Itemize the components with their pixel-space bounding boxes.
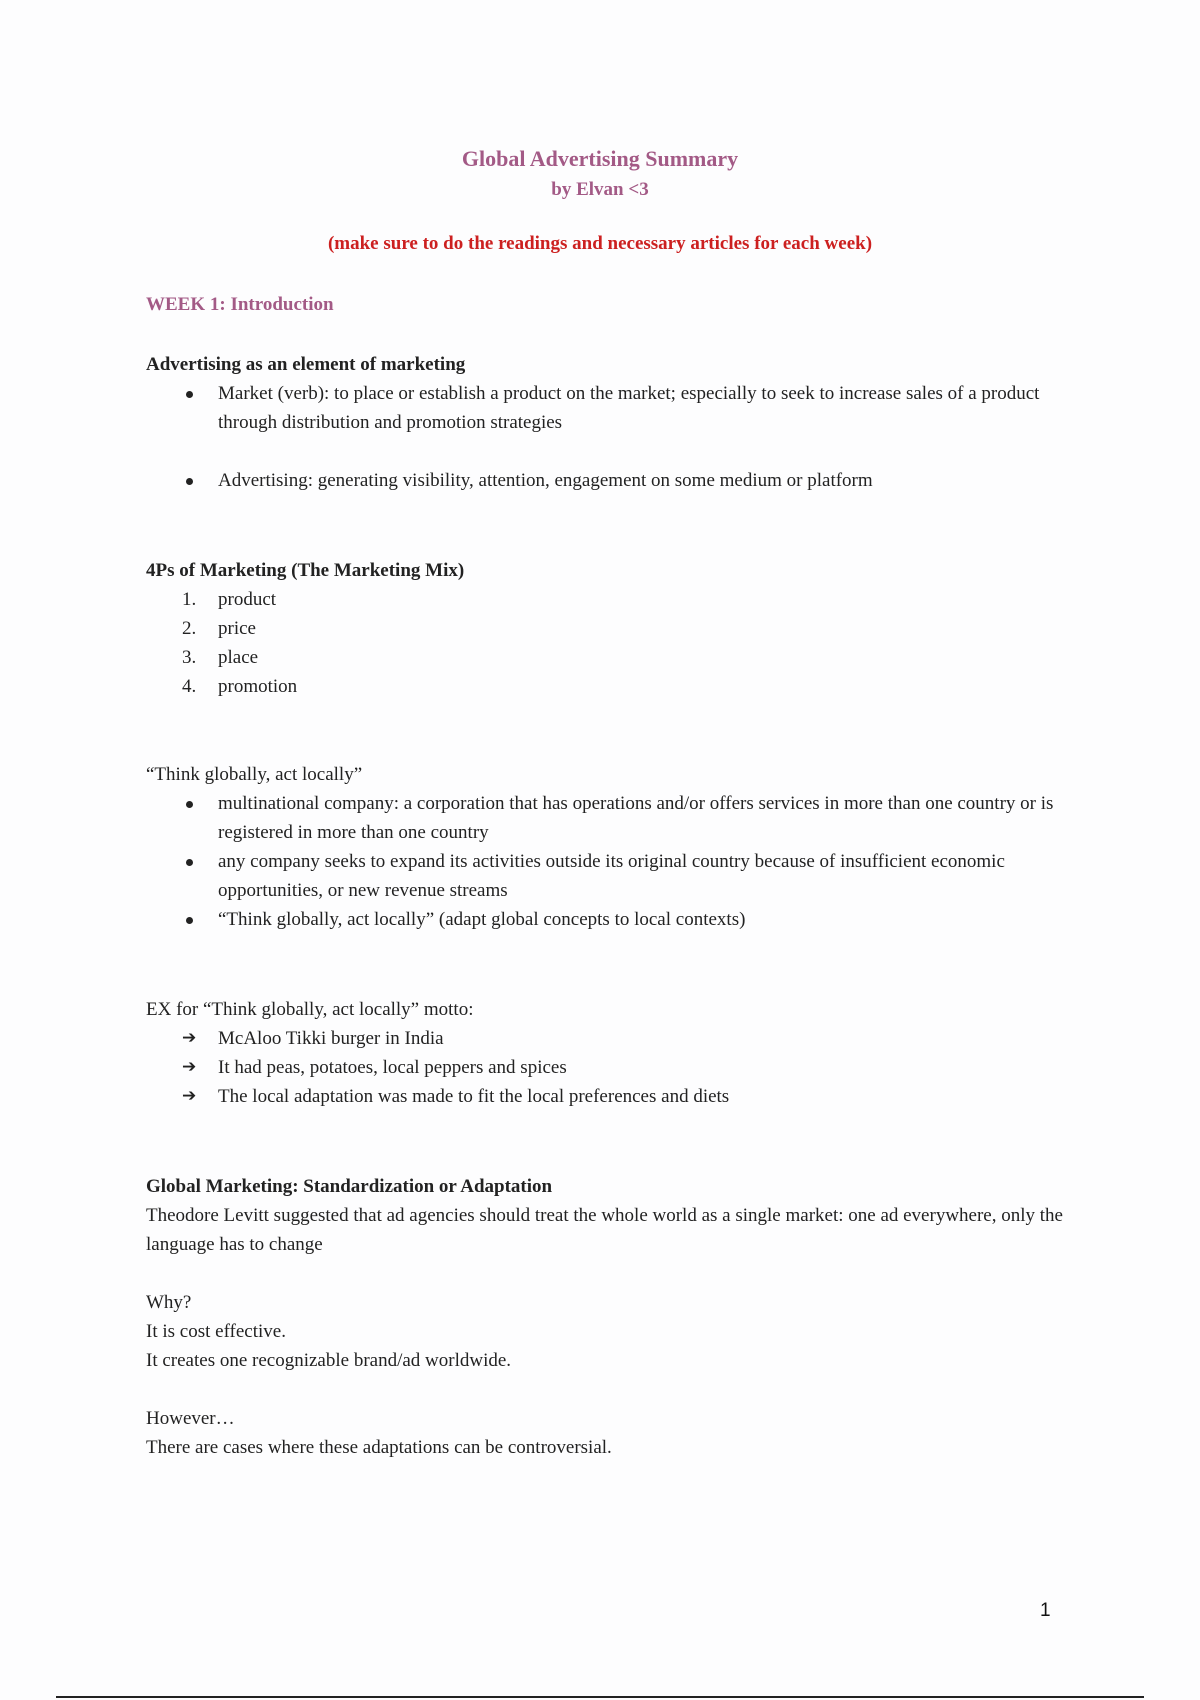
list-item (146, 585, 1066, 614)
paragraph: Why? (146, 1292, 192, 1313)
arrow-right-icon: ➔ (182, 1028, 197, 1048)
list-item-text: any company seeks to expand its activities outside its original country because of insufficient economic opportunities, or new revenue streams (218, 851, 1005, 901)
paragraph: It is cost effective. (146, 1321, 286, 1342)
list-item (146, 672, 1066, 701)
list-item (146, 1024, 1066, 1053)
list-number: 1. (182, 589, 197, 610)
paragraph: There are cases where these adaptations can be controversial. (146, 1437, 612, 1458)
reading-note: (make sure to do the readings and necessary articles for each week) (327, 233, 873, 254)
paragraph: It creates one recognizable brand/ad worldwide. (146, 1350, 512, 1371)
paragraph: Theodore Levitt suggested that ad agencies should treat the whole world as a single market: one ad everywhere, only the language has to change (146, 1205, 1063, 1255)
section-heading: Advertising as an element of marketing (146, 354, 466, 375)
page-number: 1 (1040, 1600, 1051, 1621)
list-number: 3. (182, 647, 197, 668)
list-number: 2. (182, 618, 197, 639)
list-item-text: promotion (218, 676, 298, 697)
list-item (146, 905, 1066, 934)
section-marketing-element (146, 350, 1066, 495)
list-item-text: product (218, 589, 277, 610)
footer-divider (56, 1696, 1144, 1698)
paragraph: However… (146, 1408, 235, 1429)
list-item-text: multinational company: a corporation that has operations and/or offers services in more than one country or is registered in more than one country (218, 793, 1054, 843)
arrow-right-icon: ➔ (182, 1086, 197, 1106)
list-item-text: It had peas, potatoes, local peppers and spices (218, 1057, 567, 1078)
list-item (146, 789, 1066, 847)
list-item-text: Advertising: generating visibility, attention, engagement on some medium or platform (218, 470, 873, 491)
list-item (146, 1053, 1066, 1082)
section-heading: EX for “Think globally, act locally” motto: (146, 999, 474, 1020)
section-example (146, 995, 1066, 1111)
week-1-heading: WEEK 1: Introduction (146, 294, 334, 315)
list-item-text: “Think globally, act locally” (adapt global concepts to local contexts) (218, 909, 746, 930)
list-item (146, 466, 1066, 495)
section-standardization (146, 1172, 1066, 1462)
list-item (146, 1082, 1066, 1111)
list-item (146, 847, 1066, 905)
list-item-text: place (218, 647, 259, 668)
section-heading: 4Ps of Marketing (The Marketing Mix) (146, 560, 465, 581)
list-number: 4. (182, 676, 197, 697)
document-title: Global Advertising Summary (461, 146, 739, 171)
list-item (146, 643, 1066, 672)
list-item-text: The local adaptation was made to fit the local preferences and diets (218, 1086, 730, 1107)
section-heading: Global Marketing: Standardization or Adaptation (146, 1176, 553, 1197)
section-heading: “Think globally, act locally” (146, 764, 363, 785)
document-author: by Elvan <3 (551, 179, 649, 200)
section-four-ps (146, 556, 1066, 701)
list-item-text: price (218, 618, 256, 639)
list-item-text: McAloo Tikki burger in India (218, 1028, 444, 1049)
list-item-text: Market (verb): to place or establish a product on the market; especially to seek to increase sales of a product through distribution and promotion strategies (218, 383, 1040, 433)
list-item (146, 614, 1066, 643)
list-item (146, 379, 1066, 437)
section-think-globally (146, 760, 1066, 934)
arrow-right-icon: ➔ (182, 1057, 197, 1077)
